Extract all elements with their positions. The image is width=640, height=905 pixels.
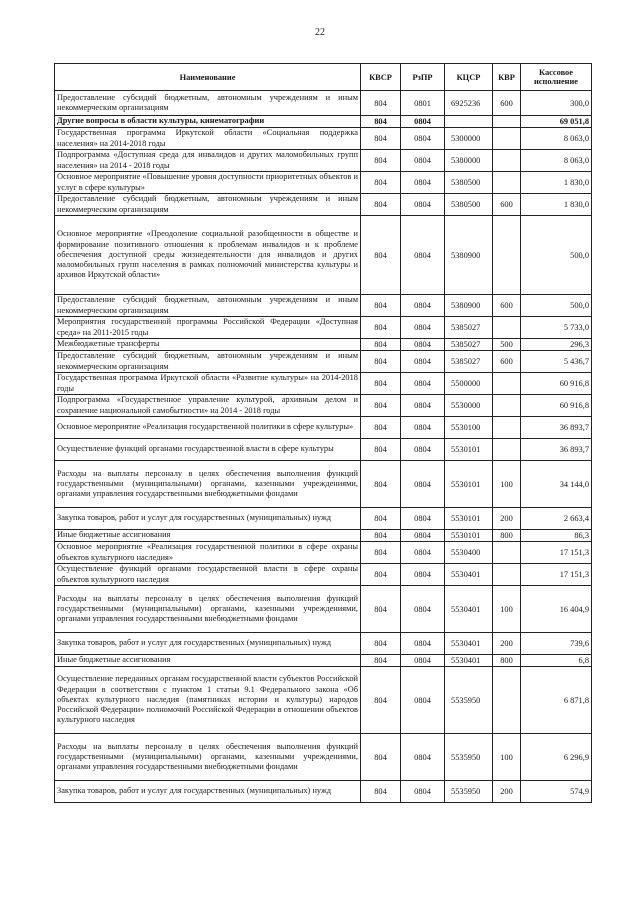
row-kcsr: 5380900	[445, 216, 493, 295]
row-kvr: 200	[493, 508, 521, 530]
row-amount: 1 830,0	[521, 194, 592, 216]
row-rzpr: 0804	[401, 655, 445, 667]
budget-table	[54, 63, 592, 803]
row-kvr: 800	[493, 655, 521, 667]
row-kvr: 100	[493, 461, 521, 508]
row-name: Подпрограмма «Доступная среда для инвалидов и других маломобильных групп населения» на 2014 - 2018 годы	[55, 150, 361, 172]
table-row	[55, 194, 592, 216]
row-rzpr: 0804	[401, 216, 445, 295]
table-row	[55, 667, 592, 734]
row-kcsr: 5530400	[445, 542, 493, 564]
row-kvsr: 804	[361, 216, 401, 295]
row-rzpr: 0801	[401, 91, 445, 116]
row-kcsr: 5530401	[445, 564, 493, 586]
row-kvsr: 804	[361, 439, 401, 461]
table-row	[55, 172, 592, 194]
row-rzpr: 0804	[401, 781, 445, 803]
row-name: Осуществление функций органами государственной власти в сфере охраны объектов культурного наследия	[55, 564, 361, 586]
row-kvr: 500	[493, 339, 521, 351]
row-amount: 296,3	[521, 339, 592, 351]
table-row	[55, 542, 592, 564]
row-kvr: 600	[493, 351, 521, 373]
table-row	[55, 216, 592, 295]
row-amount: 60 916,8	[521, 395, 592, 417]
row-rzpr: 0804	[401, 461, 445, 508]
row-kvsr: 804	[361, 564, 401, 586]
row-kcsr: 5300000	[445, 128, 493, 150]
table-row	[55, 655, 592, 667]
table-header-row	[55, 64, 592, 91]
row-kvsr: 804	[361, 91, 401, 116]
row-kvsr: 804	[361, 116, 401, 128]
row-name: Государственная программа Иркутской области «Развитие культуры» на 2014-2018 годы	[55, 373, 361, 395]
header-rzpr: РзПР	[401, 64, 445, 91]
row-kvsr: 804	[361, 542, 401, 564]
header-name: Наименование	[55, 64, 361, 91]
row-amount: 36 893,7	[521, 417, 592, 439]
table-row	[55, 395, 592, 417]
row-amount: 60 916,8	[521, 373, 592, 395]
row-kvsr: 804	[361, 781, 401, 803]
row-name: Расходы на выплаты персоналу в целях обеспечения выполнения функций государственными (муниципальными) органами, казенными учреждениями, органами управления государственными внебюджетными фондами	[55, 734, 361, 781]
table-row	[55, 508, 592, 530]
row-amount: 6,8	[521, 655, 592, 667]
row-kvsr: 804	[361, 295, 401, 317]
row-kcsr: 5530401	[445, 633, 493, 655]
row-name: Предоставление субсидий бюджетным, автономным учреждениям и иным некоммерческим организациям	[55, 295, 361, 317]
row-kvsr: 804	[361, 172, 401, 194]
row-amount: 69 051,8	[521, 116, 592, 128]
table-row	[55, 128, 592, 150]
row-kvr	[493, 564, 521, 586]
table-row	[55, 781, 592, 803]
row-kvr: 600	[493, 91, 521, 116]
row-kvr: 600	[493, 295, 521, 317]
row-name: Государственная программа Иркутской области «Социальная поддержка населения» на 2014-2018 годы	[55, 128, 361, 150]
row-kvsr: 804	[361, 461, 401, 508]
row-amount: 1 830,0	[521, 172, 592, 194]
row-kvsr: 804	[361, 395, 401, 417]
row-amount: 739,6	[521, 633, 592, 655]
row-kvsr: 804	[361, 317, 401, 339]
table-row	[55, 417, 592, 439]
row-kvr	[493, 150, 521, 172]
table-row	[55, 734, 592, 781]
row-kvr: 100	[493, 586, 521, 633]
row-amount: 17 151,3	[521, 542, 592, 564]
row-name: Подпрограмма «Государственное управление культурой, архивным делом и сохранение национальной самобытности» на 2014 - 2018 годы	[55, 395, 361, 417]
table-row	[55, 373, 592, 395]
row-amount: 300,0	[521, 91, 592, 116]
row-kcsr: 5530401	[445, 586, 493, 633]
row-rzpr: 0804	[401, 128, 445, 150]
row-name: Закупка товаров, работ и услуг для государственных (муниципальных) нужд	[55, 781, 361, 803]
row-kvr	[493, 417, 521, 439]
table-row	[55, 351, 592, 373]
row-rzpr: 0804	[401, 351, 445, 373]
row-name: Другие вопросы в области культуры, кинематографии	[55, 116, 361, 128]
row-kcsr: 5535950	[445, 734, 493, 781]
row-kvr: 600	[493, 194, 521, 216]
row-name: Закупка товаров, работ и услуг для государственных (муниципальных) нужд	[55, 633, 361, 655]
row-amount: 500,0	[521, 295, 592, 317]
row-kcsr: 5500000	[445, 373, 493, 395]
row-rzpr: 0804	[401, 508, 445, 530]
row-rzpr: 0804	[401, 339, 445, 351]
row-kvr: 100	[493, 734, 521, 781]
row-name: Предоставление субсидий бюджетным, автономным учреждениям и иным некоммерческим организациям	[55, 91, 361, 116]
row-amount: 574,9	[521, 781, 592, 803]
row-kvr	[493, 216, 521, 295]
row-kcsr: 5530101	[445, 461, 493, 508]
table-row	[55, 116, 592, 128]
row-kcsr: 5380500	[445, 194, 493, 216]
row-kvr: 200	[493, 633, 521, 655]
row-name: Предоставление субсидий бюджетным, автономным учреждениям и иным некоммерческим организациям	[55, 351, 361, 373]
row-kcsr: 5530000	[445, 395, 493, 417]
row-kcsr	[445, 116, 493, 128]
header-amount: Кассовое исполнение	[521, 64, 592, 91]
row-name: Основное мероприятие «Преодоление социальной разобщенности в обществе и формирование позитивного отношения к проблемам инвалидов и к проблеме обеспечения доступной среды жизнедеятельности для инвалидов и других маломобильных групп населения в рамках полномочий министерства культуры и архивов Иркутской области»	[55, 216, 361, 295]
row-kvsr: 804	[361, 586, 401, 633]
row-kvsr: 804	[361, 150, 401, 172]
row-kcsr: 5385027	[445, 351, 493, 373]
row-kvr	[493, 373, 521, 395]
row-kvsr: 804	[361, 655, 401, 667]
row-name: Закупка товаров, работ и услуг для государственных (муниципальных) нужд	[55, 508, 361, 530]
row-rzpr: 0804	[401, 564, 445, 586]
row-kcsr: 5380500	[445, 172, 493, 194]
row-rzpr: 0804	[401, 317, 445, 339]
row-kvsr: 804	[361, 373, 401, 395]
row-kvsr: 804	[361, 339, 401, 351]
row-kvsr: 804	[361, 508, 401, 530]
row-rzpr: 0804	[401, 439, 445, 461]
table-row	[55, 150, 592, 172]
row-rzpr: 0804	[401, 417, 445, 439]
row-kvr	[493, 395, 521, 417]
row-rzpr: 0804	[401, 295, 445, 317]
row-rzpr: 0804	[401, 734, 445, 781]
table-row	[55, 295, 592, 317]
row-kvr	[493, 317, 521, 339]
row-kcsr: 5380900	[445, 295, 493, 317]
row-kvr	[493, 116, 521, 128]
row-name: Основное мероприятие «Повышение уровня доступности приоритетных объектов и услуг в сфере культуры»	[55, 172, 361, 194]
row-rzpr: 0804	[401, 373, 445, 395]
row-kvsr: 804	[361, 734, 401, 781]
row-name: Основное мероприятие «Реализация государственной политики в сфере культуры»	[55, 417, 361, 439]
row-rzpr: 0804	[401, 150, 445, 172]
row-amount: 500,0	[521, 216, 592, 295]
row-name: Мероприятия государственной программы Российской Федерации «Доступная среда» на 2011-2015 годы	[55, 317, 361, 339]
row-amount: 17 151,3	[521, 564, 592, 586]
row-rzpr: 0804	[401, 633, 445, 655]
row-name: Предоставление субсидий бюджетным, автономным учреждениям и иным некоммерческим организациям	[55, 194, 361, 216]
table-row	[55, 633, 592, 655]
table-row	[55, 564, 592, 586]
row-kcsr: 5535950	[445, 781, 493, 803]
row-kcsr: 5385027	[445, 317, 493, 339]
row-kvsr: 804	[361, 667, 401, 734]
row-kvr: 800	[493, 530, 521, 542]
row-name: Осуществление переданных органам государственной власти субъектов Российской Федерации в соответствии с пунктом 1 статьи 9.1 Федерального закона «Об объектах культурного наследия (памятниках истории и культуры) народов Российской Федерации» полномочий Российской Федерации в отношении объектов культурного наследия	[55, 667, 361, 734]
row-kcsr: 6925236	[445, 91, 493, 116]
row-kcsr: 5385027	[445, 339, 493, 351]
row-kvsr: 804	[361, 417, 401, 439]
row-kcsr: 5530101	[445, 530, 493, 542]
row-amount: 86,3	[521, 530, 592, 542]
row-kvsr: 804	[361, 530, 401, 542]
row-name: Иные бюджетные ассигнования	[55, 655, 361, 667]
row-kvr: 200	[493, 781, 521, 803]
row-kvsr: 804	[361, 633, 401, 655]
table-row	[55, 439, 592, 461]
table-row	[55, 530, 592, 542]
row-name: Иные бюджетные ассигнования	[55, 530, 361, 542]
row-name: Осуществление функций органами государственной власти в сфере культуры	[55, 439, 361, 461]
row-amount: 6 871,8	[521, 667, 592, 734]
table-row	[55, 317, 592, 339]
row-rzpr: 0804	[401, 116, 445, 128]
row-rzpr: 0804	[401, 172, 445, 194]
row-kvsr: 804	[361, 194, 401, 216]
row-name: Межбюджетные трансферты	[55, 339, 361, 351]
row-kvsr: 804	[361, 128, 401, 150]
table-row	[55, 586, 592, 633]
table-row	[55, 339, 592, 351]
row-name: Расходы на выплаты персоналу в целях обеспечения выполнения функций государственными (муниципальными) органами, казенными учреждениями, органами управления государственными внебюджетными фондами	[55, 586, 361, 633]
header-kvr: КВР	[493, 64, 521, 91]
row-amount: 5 436,7	[521, 351, 592, 373]
row-name: Основное мероприятие «Реализация государственной политики в сфере охраны объектов культурного наследия»	[55, 542, 361, 564]
row-rzpr: 0804	[401, 667, 445, 734]
row-amount: 36 893,7	[521, 439, 592, 461]
row-kcsr: 5380000	[445, 150, 493, 172]
row-kvr	[493, 667, 521, 734]
row-amount: 2 663,4	[521, 508, 592, 530]
header-kvsr: КВСР	[361, 64, 401, 91]
table-row	[55, 91, 592, 116]
row-amount: 8 063,0	[521, 150, 592, 172]
row-kvr	[493, 172, 521, 194]
header-kcsr: КЦСР	[445, 64, 493, 91]
table-row	[55, 461, 592, 508]
row-amount: 16 404,9	[521, 586, 592, 633]
row-kvr	[493, 542, 521, 564]
row-rzpr: 0804	[401, 586, 445, 633]
row-amount: 34 144,0	[521, 461, 592, 508]
row-kcsr: 5530101	[445, 439, 493, 461]
row-rzpr: 0804	[401, 542, 445, 564]
row-kcsr: 5530101	[445, 508, 493, 530]
page-number: 22	[315, 27, 325, 38]
row-name: Расходы на выплаты персоналу в целях обеспечения выполнения функций государственными (муниципальными) органами, казенными учреждениями, органами управления государственными внебюджетными фондами	[55, 461, 361, 508]
row-kvr	[493, 439, 521, 461]
row-amount: 6 296,9	[521, 734, 592, 781]
row-kvr	[493, 128, 521, 150]
row-kcsr: 5530100	[445, 417, 493, 439]
row-amount: 8 063,0	[521, 128, 592, 150]
row-kvsr: 804	[361, 351, 401, 373]
row-rzpr: 0804	[401, 194, 445, 216]
row-rzpr: 0804	[401, 395, 445, 417]
row-amount: 5 733,0	[521, 317, 592, 339]
row-rzpr: 0804	[401, 530, 445, 542]
row-kcsr: 5535950	[445, 667, 493, 734]
row-kcsr: 5530401	[445, 655, 493, 667]
